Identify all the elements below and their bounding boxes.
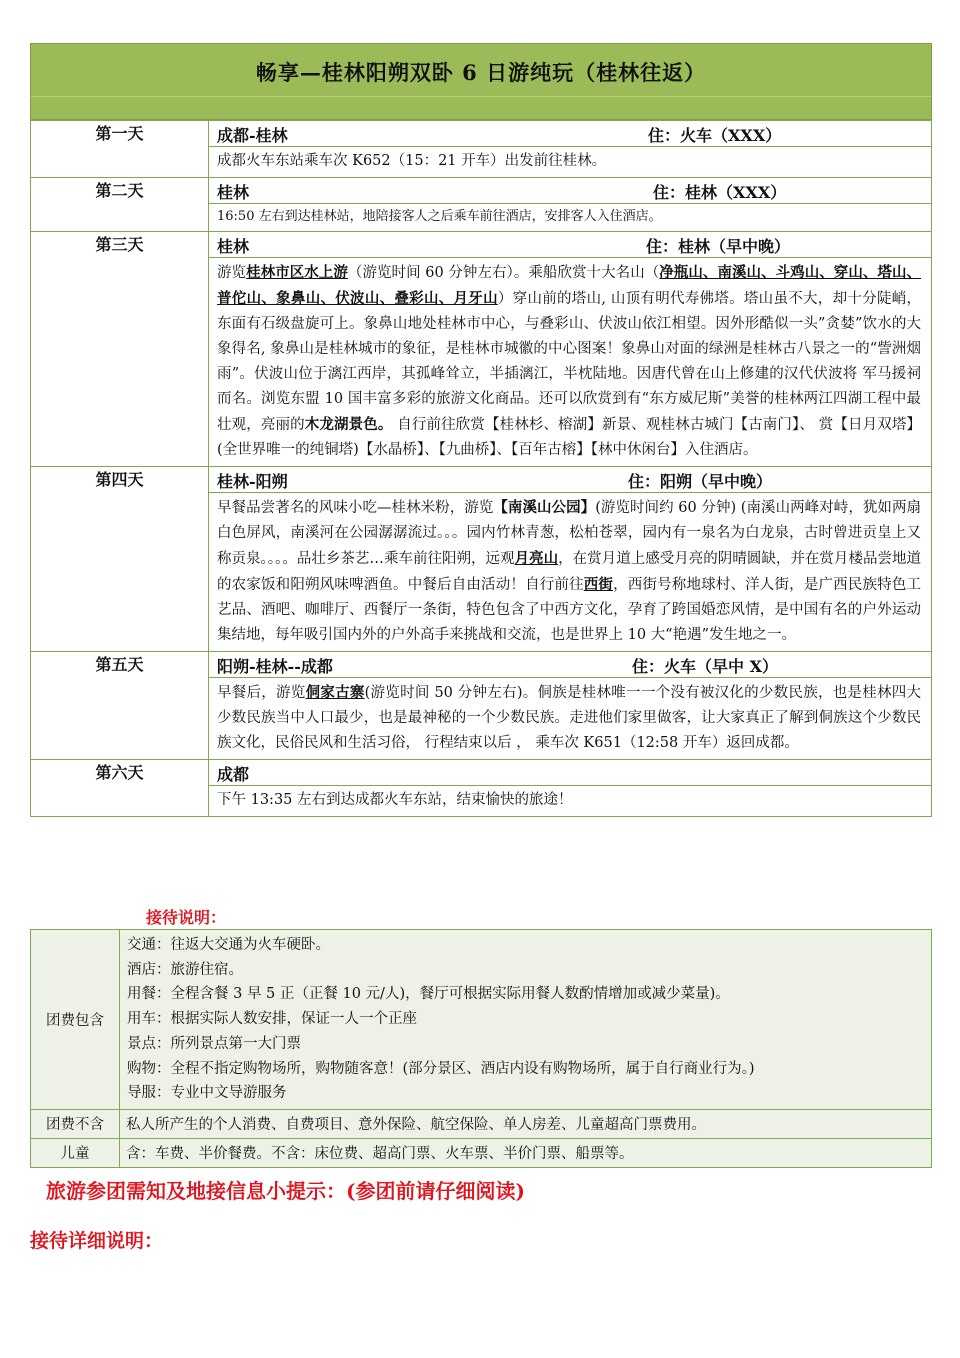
- fee-row-child: [31, 1138, 932, 1167]
- description-text: ，在赏月道上感受月亮的阴晴圆缺，并在赏月楼品尝地道的农家饭和阳朔风味啤酒鱼。中餐后自由活动！自行前往: [217, 551, 922, 593]
- day-label: 第六天: [31, 760, 209, 817]
- reception-details-heading: 接待详细说明：: [30, 1230, 164, 1252]
- description-text: 16:50 左右到达桂林站，地陪接客人之后乘车前往酒店，安排客人入住酒店。: [217, 209, 662, 224]
- day-row: [31, 652, 932, 760]
- day-header: [209, 232, 931, 258]
- day-route: 成都: [217, 765, 250, 784]
- day-description: [209, 147, 931, 177]
- day-description: [209, 204, 931, 231]
- description-text: 下午 13:35 左右到达成都火车东站，结束愉快的旅途！: [217, 792, 573, 808]
- fee-table: [30, 929, 932, 1168]
- fee-included-item: 用餐：全程含餐 3 早 5 正（正餐 10 元/人)，餐厅可根据实际用餐人数酌情增加或减少菜量)。: [127, 986, 730, 1003]
- highlighted-attraction: 桂林市区水上游: [246, 264, 348, 281]
- fee-included-item: 用车：根据实际人数安排，保证一人一个正座: [127, 1011, 417, 1028]
- day-description: [209, 493, 931, 651]
- itinerary-table: [30, 120, 932, 817]
- description-text: (游览时间约 60 分钟) (南溪山两峰对峙，犹如两扇白色屏风，南溪河在公园潺潺流过。。。园内竹林青葱，松柏苍翠，园内有一泉名为白龙泉，古时曾进贡皇上又称贡泉。。。。品壮乡茶艺…乘车前往阳朔，远观: [217, 500, 922, 567]
- description-text: 游览: [217, 265, 247, 281]
- fee-excluded-text: 私人所产生的个人消费、自费项目、意外保险、航空保险、单人房差、儿童超高门票费用。: [120, 1109, 932, 1138]
- day-content: [209, 178, 932, 232]
- tips-heading: 旅游参团需知及地接信息小提示：(参团前请仔细阅读): [46, 1179, 525, 1203]
- fee-row-excluded: [31, 1109, 932, 1138]
- description-text: 成都火车东站乘车次 K652（15：21 开车）出发前往桂林。: [217, 153, 607, 169]
- day-accommodation: 住：火车（早中 X）: [632, 657, 778, 676]
- day-route: 成都-桂林: [217, 126, 288, 145]
- page-title: 畅享—桂林阳朔双卧 6 日游纯玩（桂林往返）: [255, 60, 707, 85]
- day-row: [31, 467, 932, 652]
- day-description: [209, 678, 931, 759]
- description-text: ，西街号称地球村、洋人街，是广西民族特色工艺品、酒吧、咖啡厅、西餐厅一条街，特色包含了中西方文化，孕育了跨国婚恋风情，是中国有名的户外运动集结地，每年吸引国内外的户外高手来挑战和交流，也是世界上 10 大“艳遇”发生地之一。: [217, 577, 922, 643]
- fee-included-item: 交通：往返大交通为火车硬卧。: [127, 937, 330, 953]
- day-header: [209, 121, 931, 147]
- day-content: [209, 121, 932, 178]
- fee-included-item: 购物：全程不指定购物场所，购物随客意！(部分景区、酒店内设有购物场所，属于自行商业行为。): [127, 1060, 755, 1077]
- day-route: 桂林-阳朔: [217, 472, 288, 491]
- fee-row-included: [31, 930, 932, 1110]
- day-label: 第一天: [31, 121, 209, 178]
- description-text: （游览时间 60 分钟左右）。乘船欣赏十大名山（: [347, 265, 660, 281]
- day-content: [209, 232, 932, 467]
- day-description: [209, 786, 931, 816]
- highlighted-attraction: 侗家古寨: [305, 684, 365, 701]
- day-label: 第五天: [31, 652, 209, 760]
- fee-included-label: 团费包含: [31, 930, 120, 1110]
- highlighted-attraction: 月亮山: [514, 550, 559, 567]
- day-accommodation: 住：桂林（早中晚）: [646, 237, 791, 256]
- day-content: [209, 467, 932, 652]
- day-row: [31, 121, 932, 178]
- day-header: [209, 178, 931, 204]
- fee-included-cell: [120, 930, 932, 1110]
- day-route: 阳朔-桂林--成都: [217, 657, 333, 676]
- itinerary: [30, 43, 932, 817]
- day-label: 第四天: [31, 467, 209, 652]
- day-header: [209, 467, 931, 493]
- day-accommodation: 住：阳朔（早中晚）: [628, 472, 773, 491]
- day-route: 桂林: [217, 237, 250, 256]
- description-text: (游览时间 50 分钟左右)。侗族是桂林唯一一个没有被汉化的少数民族，也是桂林四大少数民族当中人口最少，也是最神秘的一个少数民族。走进他们家里做客，让大家真正了解到侗族这个少数民族文化，民俗民风和生活习俗， 行程结束以后 ， 乘车次 K651（12:58 开车）返回成都。: [217, 685, 922, 751]
- day-description: [209, 258, 931, 466]
- fee-child-label: 儿童: [31, 1138, 120, 1167]
- fee-included-item: 酒店：旅游住宿。: [127, 961, 243, 978]
- day-row: [31, 760, 932, 817]
- fee-included-list: [121, 931, 930, 1108]
- day-content: [209, 760, 932, 817]
- description-text: ）穿山前的塔山, 山顶有明代寿佛塔。塔山虽不大，却十分陡峭，东面有石级盘旋可上。象鼻山地处桂林市中心，与叠彩山、伏波山依江相望。因外形酷似一头”贪婪”饮水的大象得名, 象鼻山是桂林城市的象征，是桂林市城徽的中心图案！象鼻山对面的绿洲是桂林古八景之一的“訾洲烟雨”。伏波山位于漓江西岸，其孤峰耸立，半插漓江，半枕陆地。因唐代曾在山上修建的汉代伏波将 军马援祠而名。浏览东盟 10 国丰富多彩的旅游文化商品。还可以欣赏到有“东方威尼斯”美誉的桂林两江四湖工程中最壮观，亮丽的: [217, 291, 922, 433]
- day-header: [209, 760, 931, 786]
- day-header: [209, 652, 931, 678]
- day-label: 第三天: [31, 232, 209, 467]
- notice-title: 接待说明：: [146, 908, 227, 927]
- title-banner: [30, 43, 932, 120]
- day-content: [209, 652, 932, 760]
- fee-included-item: 景点：所列景点第一大门票: [127, 1035, 301, 1052]
- fee-child-text: 含：车费、半价餐费。不含：床位费、超高门票、火车票、半价门票、船票等。: [120, 1138, 932, 1167]
- day-label: 第二天: [31, 178, 209, 232]
- fee-excluded-label: 团费不含: [31, 1109, 120, 1138]
- description-text: 早餐品尝著名的风味小吃—桂林米粉，游览: [217, 500, 494, 516]
- day-route: 桂林: [217, 183, 250, 202]
- description-text: 早餐后，游览: [217, 685, 306, 701]
- highlighted-attraction: 西街: [583, 576, 614, 593]
- highlighted-attraction: 木龙湖景色。: [304, 416, 393, 433]
- day-row: [31, 232, 932, 467]
- highlighted-attraction: 净瓶山、南溪山、斗鸡山、穿山、塔山、普佗山、象鼻山、伏波山、叠彩山、月牙山: [217, 264, 922, 307]
- highlighted-attraction: 【南溪山公园】: [493, 499, 596, 516]
- day-accommodation: 住：火车（XXX）: [648, 126, 782, 145]
- description-text: 自行前往欣赏【桂林杉、榕湖】新景、观桂林古城门【古南门】、 赏【日月双塔】(全世界唯一的纯铜塔)【水晶桥】、【九曲桥】、【百年古榕】【林中休闲台】入住酒店。: [217, 417, 922, 458]
- title-stripe: [31, 96, 931, 97]
- day-row: [31, 178, 932, 232]
- fee-included-item: 导服：专业中文导游服务: [127, 1085, 287, 1102]
- day-accommodation: 住：桂林（XXX）: [653, 183, 787, 202]
